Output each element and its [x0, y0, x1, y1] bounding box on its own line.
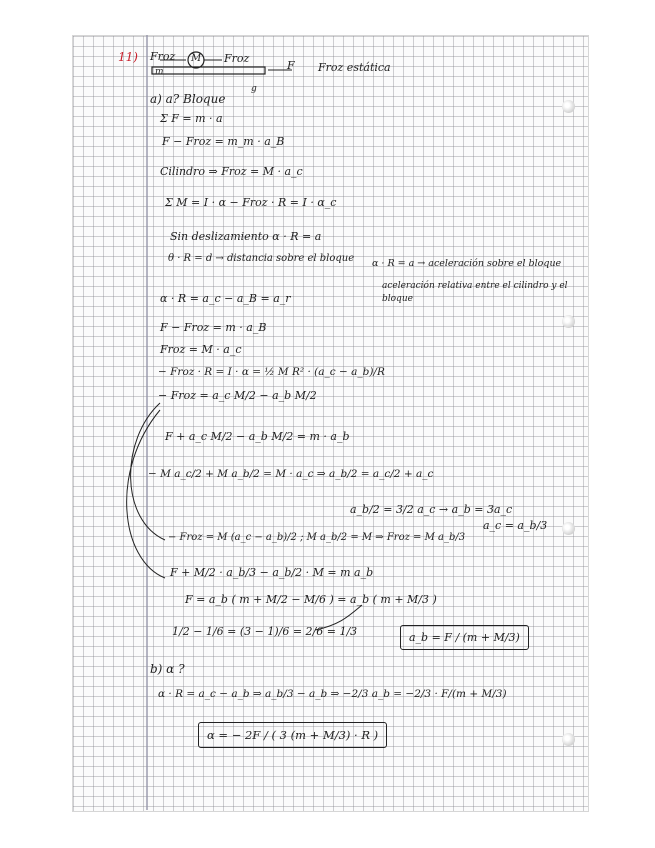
diagram-label-g: g: [251, 84, 257, 94]
equation-line: − Froz = M (a_c − a_b)/2 ; M a_b/2 = M ⇒ Froz = M a_b/3: [168, 532, 466, 543]
equation-line: Σ M = I · α − Froz · R = I · α_c: [165, 196, 337, 209]
problem-number: 11): [118, 50, 138, 64]
equation-line: − M a_c/2 + M a_b/2 = M · a_c ⇒ a_b/2 = a_c/2 + a_c: [148, 468, 434, 480]
equation-line: Sin deslizamiento α · R = a: [170, 230, 322, 243]
equation-line: a_c = a_b/3: [483, 519, 548, 532]
part-a-heading: a) a? Bloque: [150, 92, 226, 106]
equation-line: F + a_c M/2 − a_b M/2 = m · a_b: [165, 430, 350, 443]
equation-line: F = a_b ( m + M/2 − M/6 ) = a_b ( m + M/3 ): [185, 593, 437, 606]
final-result-box: α = − 2F / ( 3 (m + M/3) · R ): [198, 722, 387, 748]
equation-line: α · R = a_c − a_B = a_r: [160, 292, 291, 305]
diagram-froz-right: Froz: [224, 52, 250, 65]
equation-line: F + M/2 · a_b/3 − a_b/2 · M = m a_b: [170, 566, 374, 579]
equation-line: Froz = M · a_c: [160, 343, 242, 356]
diagram-caption: Froz estática: [318, 61, 391, 74]
equation-line: 1/2 − 1/6 = (3 − 1)/6 = 2/6 = 1/3: [172, 625, 358, 638]
side-note: aceleración relativa entre el cilindro y el bloque: [382, 281, 568, 304]
part-b-heading: b) α ?: [150, 662, 185, 676]
equation-line: − Froz · R = I · α = ½ M R² · (a_c − a_b)/R: [158, 366, 385, 378]
result-box: a_b = F / (m + M/3): [400, 625, 529, 650]
diagram-force-F: F: [287, 59, 295, 72]
diagram-mass-M: M: [191, 53, 202, 64]
side-note: α · R = a → aceleración sobre el bloque: [372, 258, 562, 269]
equation-line: F − Froz = m · a_B: [160, 321, 267, 334]
equation-line: θ · R = d → distancia sobre el bloque: [168, 253, 355, 264]
equation-line: Cilindro ⇒ Froz = M · a_c: [160, 165, 303, 178]
equation-line: α · R = a_c − a_b ⇒ a_b/3 − a_b ⇒ −2/3 a_b = −2/3 · F/(m + M/3): [158, 688, 507, 700]
equation-line: a_b/2 = 3/2 a_c → a_b = 3a_c: [350, 503, 513, 516]
block-outline: [152, 67, 265, 74]
diagram-block-m: m: [155, 67, 164, 77]
diagram-froz-left: Froz: [150, 50, 176, 63]
equation-line: F − Froz = m_m · a_B: [162, 135, 285, 148]
equation-line: Σ F = m · a: [160, 112, 223, 125]
equation-line: − Froz = a_c M/2 − a_b M/2: [158, 389, 317, 402]
